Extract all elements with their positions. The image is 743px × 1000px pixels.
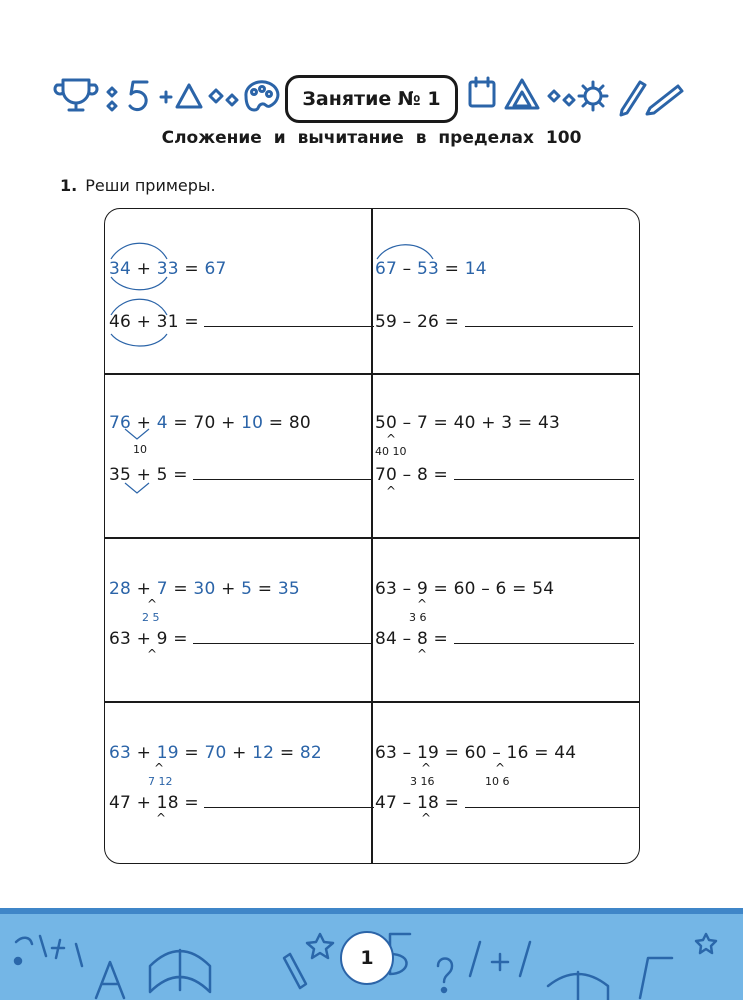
split-caret: ^ <box>386 432 397 446</box>
operator: + <box>232 743 247 763</box>
question-text: 46 + 31 = <box>109 312 199 332</box>
cell7-decomposition: 7 12 <box>148 775 173 788</box>
cell6-question <box>375 629 634 649</box>
answer-line[interactable] <box>454 642 634 644</box>
cell2-question <box>375 312 633 332</box>
triangle-icon <box>177 85 201 107</box>
equals: = <box>184 743 199 763</box>
equals: = <box>184 259 199 279</box>
palette-icon <box>246 82 278 110</box>
cell8-decomposition-a: 3 16 <box>410 775 435 788</box>
split-caret: ^ <box>147 647 158 661</box>
cell3-example <box>109 413 311 433</box>
number: 67 <box>375 259 398 279</box>
split-caret: ^ <box>147 597 158 611</box>
question-text: 84 – 8 = <box>375 629 449 649</box>
cell7-question <box>109 793 374 813</box>
cell2-example <box>375 259 487 279</box>
hint-arcs <box>105 209 640 864</box>
cell5-question <box>109 629 373 649</box>
task-number: 1. <box>60 176 78 195</box>
trophy-icon <box>55 80 97 110</box>
question-text: 47 + 18 = <box>109 793 199 813</box>
lesson-title: Занятие № 1 <box>302 88 441 110</box>
number-five-icon <box>130 82 147 110</box>
cell4-decomposition: 40 10 <box>375 445 407 458</box>
result: 14 <box>464 259 487 279</box>
cell6-example: 63 – 9 = 60 – 6 = 54 <box>375 579 555 599</box>
question-text: 70 – 8 = <box>375 465 449 485</box>
operator: + <box>221 579 236 599</box>
pen-icon <box>647 86 682 114</box>
equals: = <box>268 413 284 433</box>
equals: = <box>257 579 273 599</box>
gear-icon <box>579 82 607 110</box>
cell3-decomposition: 10 <box>133 443 147 456</box>
number: 7 <box>156 579 168 599</box>
question-text: 59 – 26 = <box>375 312 460 332</box>
cell4-question <box>375 465 634 485</box>
result: 80 <box>288 413 311 433</box>
number: 63 <box>109 743 132 763</box>
cell6-decomposition: 3 6 <box>409 611 427 624</box>
number: 19 <box>156 743 179 763</box>
operator: + <box>136 413 152 433</box>
equals: = <box>444 259 460 279</box>
operator: + <box>136 579 152 599</box>
page-number-text: 1 <box>360 947 374 969</box>
number: 76 <box>109 413 132 433</box>
split-caret: ^ <box>495 761 506 775</box>
operator: + <box>136 259 152 279</box>
split-caret: ^ <box>156 811 167 825</box>
equals: = <box>173 579 188 599</box>
split-caret: ^ <box>421 811 432 825</box>
result: 67 <box>204 259 227 279</box>
task-text: Реши примеры. <box>85 176 216 195</box>
lesson-title-badge <box>285 75 458 123</box>
result: 82 <box>299 743 322 763</box>
number: 53 <box>416 259 440 279</box>
split-caret: ^ <box>154 761 165 775</box>
cell8-example: 63 – 19 = 60 – 16 = 44 <box>375 743 577 763</box>
pencil-icon <box>621 82 645 115</box>
number: 10 <box>241 413 264 433</box>
number: 70 <box>193 413 216 433</box>
number: 34 <box>109 259 132 279</box>
result: 35 <box>277 579 300 599</box>
cell8-question <box>375 793 640 813</box>
number: 12 <box>252 743 275 763</box>
cell1-question <box>109 312 374 332</box>
topic-heading: Сложение и вычитание в пределах 100 <box>161 128 582 148</box>
answer-line[interactable] <box>204 806 374 808</box>
number: 30 <box>193 579 216 599</box>
cell5-example <box>109 579 300 599</box>
cell5-decomposition: 2 5 <box>142 611 160 624</box>
task-instruction <box>60 176 216 195</box>
cell3-question <box>109 465 373 485</box>
answer-line[interactable] <box>193 642 373 644</box>
number: 28 <box>109 579 132 599</box>
exercise-grid <box>104 208 640 864</box>
question-text: 35 + 5 = <box>109 465 188 485</box>
answer-line[interactable] <box>193 478 373 480</box>
cell8-decomposition-b: 10 6 <box>485 775 510 788</box>
answer-line[interactable] <box>204 325 374 327</box>
cell1-example <box>109 259 226 279</box>
number: 70 <box>204 743 227 763</box>
equals: = <box>279 743 295 763</box>
split-caret: ^ <box>386 484 397 498</box>
question-text: 63 + 9 = <box>109 629 188 649</box>
answer-line[interactable] <box>454 478 634 480</box>
number: 33 <box>156 259 179 279</box>
number: 5 <box>241 579 253 599</box>
equals: = <box>173 413 188 433</box>
cell7-example <box>109 743 322 763</box>
page-number <box>340 931 394 985</box>
split-caret: ^ <box>417 597 428 611</box>
question-text: 47 – 18 = <box>375 793 460 813</box>
answer-line[interactable] <box>465 325 633 327</box>
operator: + <box>221 413 236 433</box>
operator: – <box>402 259 412 279</box>
split-caret: ^ <box>417 647 428 661</box>
answer-line[interactable] <box>465 806 640 808</box>
split-caret: ^ <box>421 761 432 775</box>
number: 4 <box>156 413 168 433</box>
cell4-example: 50 – 7 = 40 + 3 = 43 <box>375 413 560 433</box>
calendar-icon <box>470 78 494 106</box>
operator: + <box>136 743 152 763</box>
